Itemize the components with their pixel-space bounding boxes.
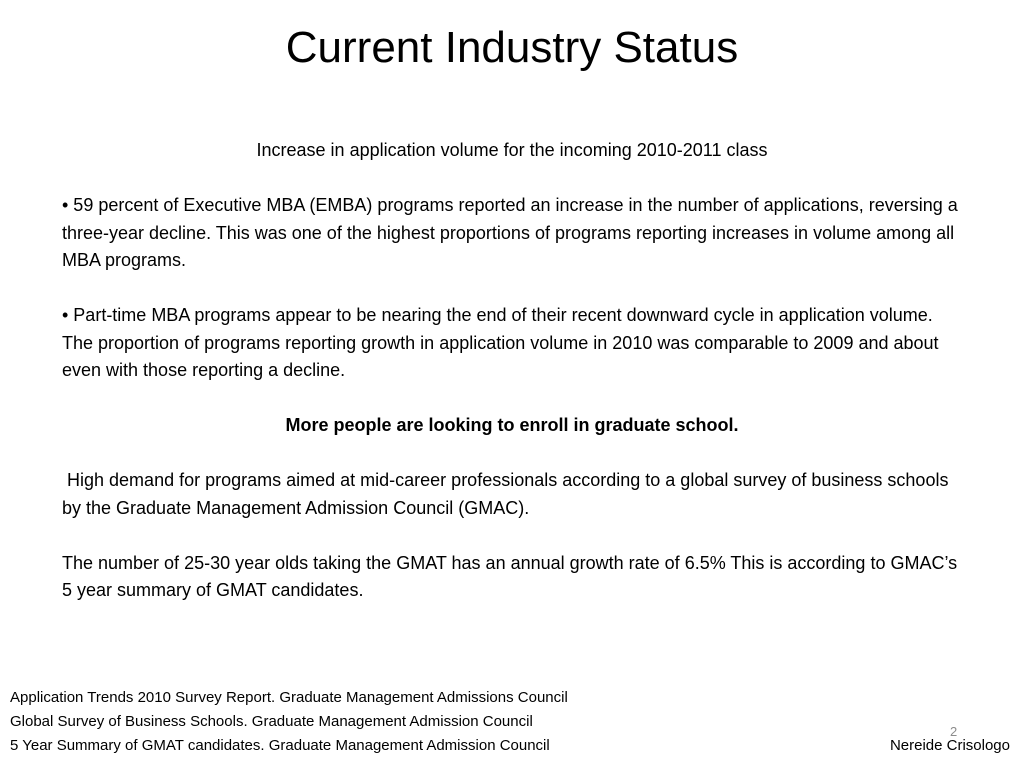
spacer [62,522,962,550]
source-item: Application Trends 2010 Survey Report. Graduate Management Admissions Council [10,689,568,706]
slide-title: Current Industry Status [285,23,739,72]
sources-list [10,686,568,758]
paragraph-demand: High demand for programs aimed at mid-career professionals according to a global survey of business schools by the Graduate Management Admission Council (GMAC). [62,470,954,518]
bullet-part-time: • Part-time MBA programs appear to be nearing the end of their recent downward cycle in application volume. The proportion of programs reporting growth in application volume in 2010 was comparable to 2009 and about even with those reporting a decline. [62,305,939,380]
bullet-emba: • 59 percent of Executive MBA (EMBA) programs reported an increase in the number of applications, reversing a three-year decline. This was one of the highest proportions of programs reporting increases in volume among all MBA programs. [62,195,958,270]
spacer [62,385,962,413]
slide-body [62,137,962,605]
page-number: 2 [950,724,958,739]
highlight-statement: More people are looking to enroll in graduate school. [285,415,739,435]
subtitle: Increase in application volume for the incoming 2010-2011 class [256,140,768,160]
spacer [62,275,962,303]
paragraph-gmat: The number of 25-30 year olds taking the GMAT has an annual growth rate of 6.5% This is according to GMAC’s 5 year summary of GMAT candidates. [62,552,958,600]
source-item: Global Survey of Business Schools. Graduate Management Admission Council [10,713,533,730]
spacer [62,440,962,468]
author-name: Nereide Crisologo [889,737,1010,754]
spacer [62,165,962,193]
source-item: 5 Year Summary of GMAT candidates. Graduate Management Admission Council [10,737,550,754]
